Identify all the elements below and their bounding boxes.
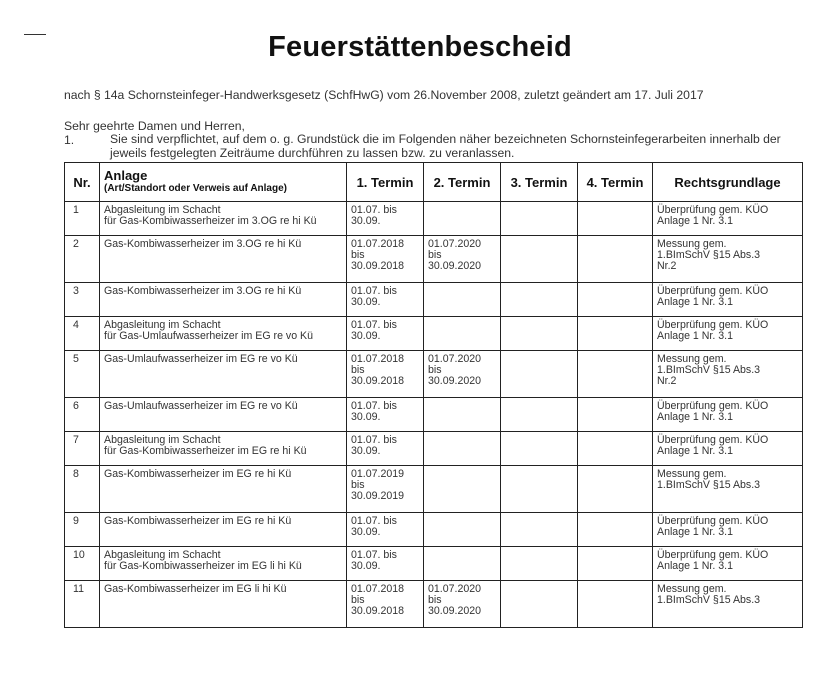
- cell-anlage: Gas-Kombiwasserheizer im 3.OG re hi Kü: [100, 283, 347, 317]
- legal-basis-line: nach § 14a Schornsteinfeger-Handwerksgesetz (SchfHwG) vom 26.November 2008, zuletzt geändert am 17. Juli 2017: [64, 88, 704, 102]
- cell-termin-1: 01.07.2018 bis 30.09.2018: [347, 351, 424, 398]
- cell-rechtsgrundlage: Überprüfung gem. KÜO Anlage 1 Nr. 3.1: [653, 432, 803, 466]
- cell-termin-3: [501, 513, 578, 547]
- cell-termin-4: [578, 547, 653, 581]
- table-row: [65, 283, 803, 317]
- cell-termin-2: 01.07.2020 bis 30.09.2020: [424, 581, 501, 628]
- cell-rechtsgrundlage: Messung gem. 1.BImSchV §15 Abs.3: [653, 581, 803, 628]
- cell-termin-4: [578, 283, 653, 317]
- cell-rechtsgrundlage: Überprüfung gem. KÜO Anlage 1 Nr. 3.1: [653, 283, 803, 317]
- cell-termin-1: 01.07.2018 bis 30.09.2018: [347, 581, 424, 628]
- cell-nr: 3: [65, 283, 100, 317]
- table-row: [65, 202, 803, 236]
- cell-termin-2: [424, 432, 501, 466]
- inspection-table: [64, 162, 803, 628]
- cell-termin-4: [578, 202, 653, 236]
- header-anlage-title: Anlage: [104, 168, 148, 183]
- cell-anlage: Abgasleitung im Schacht für Gas-Kombiwasserheizer im EG li hi Kü: [100, 547, 347, 581]
- cell-termin-2: [424, 202, 501, 236]
- cell-termin-2: [424, 283, 501, 317]
- cell-nr: 4: [65, 317, 100, 351]
- table-row: [65, 547, 803, 581]
- cell-termin-1: 01.07.2019 bis 30.09.2019: [347, 466, 424, 513]
- cell-rechtsgrundlage: Überprüfung gem. KÜO Anlage 1 Nr. 3.1: [653, 547, 803, 581]
- cell-termin-2: 01.07.2020 bis 30.09.2020: [424, 351, 501, 398]
- cell-rechtsgrundlage: Überprüfung gem. KÜO Anlage 1 Nr. 3.1: [653, 513, 803, 547]
- greeting: Sehr geehrte Damen und Herren,: [64, 119, 245, 133]
- cell-termin-3: [501, 581, 578, 628]
- header-termin-3: 3. Termin: [501, 163, 578, 202]
- table-row: [65, 513, 803, 547]
- header-termin-4: 4. Termin: [578, 163, 653, 202]
- table-row: [65, 581, 803, 628]
- cell-termin-1: 01.07. bis 30.09.: [347, 317, 424, 351]
- cell-rechtsgrundlage: Überprüfung gem. KÜO Anlage 1 Nr. 3.1: [653, 398, 803, 432]
- cell-anlage: Gas-Kombiwasserheizer im 3.OG re hi Kü: [100, 236, 347, 283]
- cell-termin-3: [501, 547, 578, 581]
- cell-termin-4: [578, 236, 653, 283]
- cell-termin-4: [578, 466, 653, 513]
- cell-anlage: Abgasleitung im Schacht für Gas-Kombiwasserheizer im EG re hi Kü: [100, 432, 347, 466]
- cell-termin-1: 01.07. bis 30.09.: [347, 547, 424, 581]
- cell-rechtsgrundlage: Überprüfung gem. KÜO Anlage 1 Nr. 3.1: [653, 317, 803, 351]
- cell-termin-3: [501, 236, 578, 283]
- cell-anlage: Abgasleitung im Schacht für Gas-Kombiwasserheizer im 3.OG re hi Kü: [100, 202, 347, 236]
- cell-termin-3: [501, 317, 578, 351]
- cell-termin-2: [424, 513, 501, 547]
- header-rechtsgrundlage: Rechtsgrundlage: [653, 163, 803, 202]
- paragraph-text: Sie sind verpflichtet, auf dem o. g. Grundstück die im Folgenden näher bezeichneten Schornsteinfegerarbeiten innerhalb der jeweils festgelegten Zeiträume durchführen zu lassen bzw. zu veranlassen.: [110, 132, 781, 160]
- header-anlage-subtitle: (Art/Standort oder Verweis auf Anlage): [104, 183, 287, 194]
- cell-anlage: Gas-Kombiwasserheizer im EG re hi Kü: [100, 513, 347, 547]
- table-row: [65, 432, 803, 466]
- cell-nr: 9: [65, 513, 100, 547]
- cell-termin-1: 01.07. bis 30.09.: [347, 432, 424, 466]
- paragraph-number: 1.: [64, 133, 75, 147]
- cell-termin-2: 01.07.2020 bis 30.09.2020: [424, 236, 501, 283]
- cell-termin-3: [501, 466, 578, 513]
- cell-termin-1: 01.07.2018 bis 30.09.2018: [347, 236, 424, 283]
- cell-termin-3: [501, 432, 578, 466]
- cell-anlage: Abgasleitung im Schacht für Gas-Umlaufwasserheizer im EG re vo Kü: [100, 317, 347, 351]
- document-title: Feuerstättenbescheid: [268, 31, 572, 63]
- header-nr: Nr.: [65, 163, 100, 202]
- cell-rechtsgrundlage: Messung gem. 1.BImSchV §15 Abs.3 Nr.2: [653, 351, 803, 398]
- cell-termin-2: [424, 398, 501, 432]
- cell-termin-2: [424, 466, 501, 513]
- table-row: [65, 351, 803, 398]
- cell-nr: 1: [65, 202, 100, 236]
- table-row: [65, 236, 803, 283]
- cell-nr: 10: [65, 547, 100, 581]
- obligation-paragraph: [64, 133, 804, 160]
- table-row: [65, 398, 803, 432]
- cell-anlage: Gas-Kombiwasserheizer im EG re hi Kü: [100, 466, 347, 513]
- cell-nr: 7: [65, 432, 100, 466]
- table-header-row: [65, 163, 803, 202]
- cell-termin-1: 01.07. bis 30.09.: [347, 283, 424, 317]
- table-row: [65, 466, 803, 513]
- header-anlage: [100, 163, 347, 202]
- cell-termin-3: [501, 398, 578, 432]
- cell-termin-4: [578, 513, 653, 547]
- cell-termin-4: [578, 317, 653, 351]
- cell-rechtsgrundlage: Überprüfung gem. KÜO Anlage 1 Nr. 3.1: [653, 202, 803, 236]
- cell-termin-1: 01.07. bis 30.09.: [347, 202, 424, 236]
- header-termin-1: 1. Termin: [347, 163, 424, 202]
- cell-anlage: Gas-Umlaufwasserheizer im EG re vo Kü: [100, 351, 347, 398]
- cell-termin-3: [501, 283, 578, 317]
- cell-termin-4: [578, 581, 653, 628]
- cell-termin-2: [424, 317, 501, 351]
- cell-termin-3: [501, 351, 578, 398]
- cell-termin-4: [578, 398, 653, 432]
- cell-nr: 6: [65, 398, 100, 432]
- cell-termin-1: 01.07. bis 30.09.: [347, 398, 424, 432]
- cell-termin-3: [501, 202, 578, 236]
- cell-termin-4: [578, 351, 653, 398]
- cell-anlage: Gas-Umlaufwasserheizer im EG re vo Kü: [100, 398, 347, 432]
- cell-termin-1: 01.07. bis 30.09.: [347, 513, 424, 547]
- cell-nr: 11: [65, 581, 100, 628]
- cell-nr: 2: [65, 236, 100, 283]
- cell-nr: 8: [65, 466, 100, 513]
- cell-nr: 5: [65, 351, 100, 398]
- cell-termin-2: [424, 547, 501, 581]
- header-termin-2: 2. Termin: [424, 163, 501, 202]
- cell-termin-4: [578, 432, 653, 466]
- cell-rechtsgrundlage: Messung gem. 1.BImSchV §15 Abs.3 Nr.2: [653, 236, 803, 283]
- cell-anlage: Gas-Kombiwasserheizer im EG li hi Kü: [100, 581, 347, 628]
- cell-rechtsgrundlage: Messung gem. 1.BImSchV §15 Abs.3: [653, 466, 803, 513]
- table-row: [65, 317, 803, 351]
